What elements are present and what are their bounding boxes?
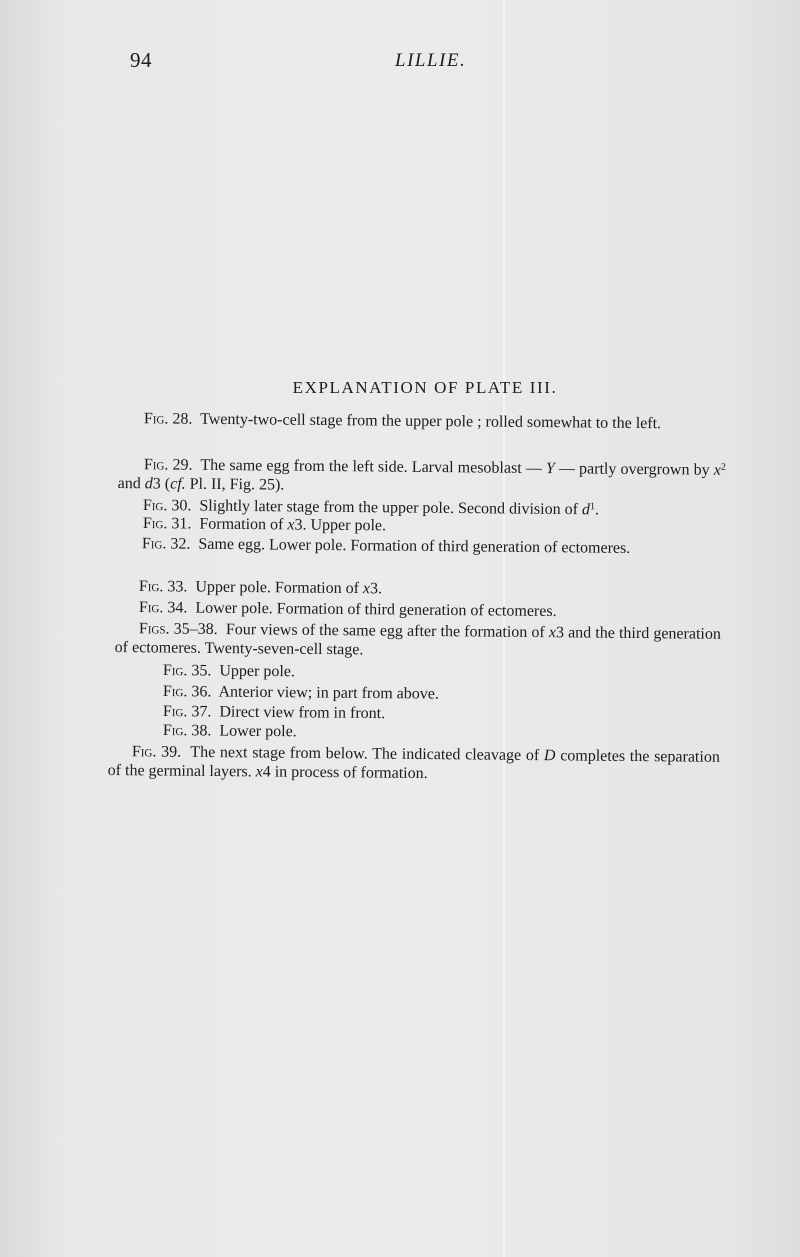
entry-label: Fig. 32. [141, 535, 191, 553]
entry-text: The next stage from below. The indicated cleavage of [190, 743, 545, 765]
entry-figs-35-38 [115, 619, 721, 663]
var-D: D [543, 747, 556, 765]
entry-label: Fig. 34. [138, 598, 188, 617]
var-d: d [581, 501, 591, 519]
entry-fig-34 [139, 598, 699, 622]
entry-fig-38 [163, 721, 463, 743]
plate-title: EXPLANATION OF PLATE III. [292, 378, 558, 397]
entry-label: Fig. 36. [162, 682, 212, 701]
entry-label: Fig. 33. [138, 577, 188, 596]
index: 4 [262, 763, 271, 781]
entry-text: Lower pole. [219, 722, 297, 741]
entry-label: Fig. 28. [143, 410, 193, 428]
entry-fig-32 [118, 534, 724, 559]
entry-text: ( [160, 475, 171, 493]
entry-label: Fig. 37. [162, 702, 212, 721]
entry-fig-33 [139, 577, 639, 601]
entry-text: The same egg from the left side. Larval mesoblast — [200, 456, 547, 478]
entry-text: . Upper pole. [302, 516, 387, 535]
index: 3 [369, 580, 379, 598]
entry-label: Fig. 35. [162, 661, 212, 680]
entry-label: Fig. 30. [142, 496, 192, 515]
var-x: x [548, 624, 557, 642]
entry-text: . [377, 580, 383, 598]
entry-label: Fig. 38. [162, 721, 212, 740]
entry-text: Lower pole. Formation of third generation of ectomeres. [195, 599, 557, 621]
entry-text: Slightly later stage from the upper pole. Second division of [199, 497, 583, 519]
var-y: Y [545, 460, 555, 478]
entry-text: — partly overgrown by [554, 460, 714, 479]
entry-label: Fig. 31. [142, 514, 192, 533]
superscript: 2 [720, 461, 726, 473]
entry-text: Upper pole. [219, 662, 296, 681]
entry-text: Pl. II, Fig. 25). [185, 475, 285, 494]
index: 3 [294, 516, 303, 534]
superscript: 1 [589, 501, 596, 513]
entry-label: Figs. 35–38. [138, 620, 218, 638]
entry-text: Direct view from in front. [219, 703, 386, 723]
var-d: d [144, 475, 153, 493]
entry-fig-29 [118, 452, 726, 499]
entry-text: Upper pole. Formation of [195, 578, 364, 598]
entry-text: Same egg. Lower pole. Formation of third generation of ectomeres. [198, 535, 631, 557]
var-x: x [713, 461, 721, 479]
entry-text: Anterior view; in part from above. [218, 683, 439, 703]
page-number: 94 [130, 48, 152, 72]
entry-text: . [594, 501, 600, 519]
var-x: x [255, 763, 263, 781]
var-x: x [362, 580, 371, 598]
entry-fig-36 [163, 682, 563, 705]
entry-text: in process of formation. [270, 763, 428, 783]
entry-fig-35 [163, 661, 463, 683]
entry-text: completes the separation of the germinal layers. [107, 747, 720, 781]
entry-text: and [117, 474, 145, 493]
entry-text: Four views of the same egg after the formation of [225, 621, 549, 642]
entry-fig-39 [108, 742, 720, 786]
entry-text: Twenty-two-cell stage from the upper pole ; rolled somewhat to the left. [200, 410, 662, 433]
entry-text: and the third generation of ectomeres. Twenty-seven-cell stage. [114, 624, 721, 659]
var-x: x [287, 516, 295, 534]
index: 3 [152, 475, 161, 493]
entry-label: Fig. 29. [143, 456, 193, 474]
entry-text: Formation of [199, 515, 288, 534]
cf-abbrev: cf. [170, 475, 186, 493]
entry-label: Fig. 39. [131, 743, 182, 761]
index: 3 [555, 624, 565, 642]
running-head: LILLIE. [395, 50, 467, 71]
entry-fig-28 [118, 409, 728, 434]
